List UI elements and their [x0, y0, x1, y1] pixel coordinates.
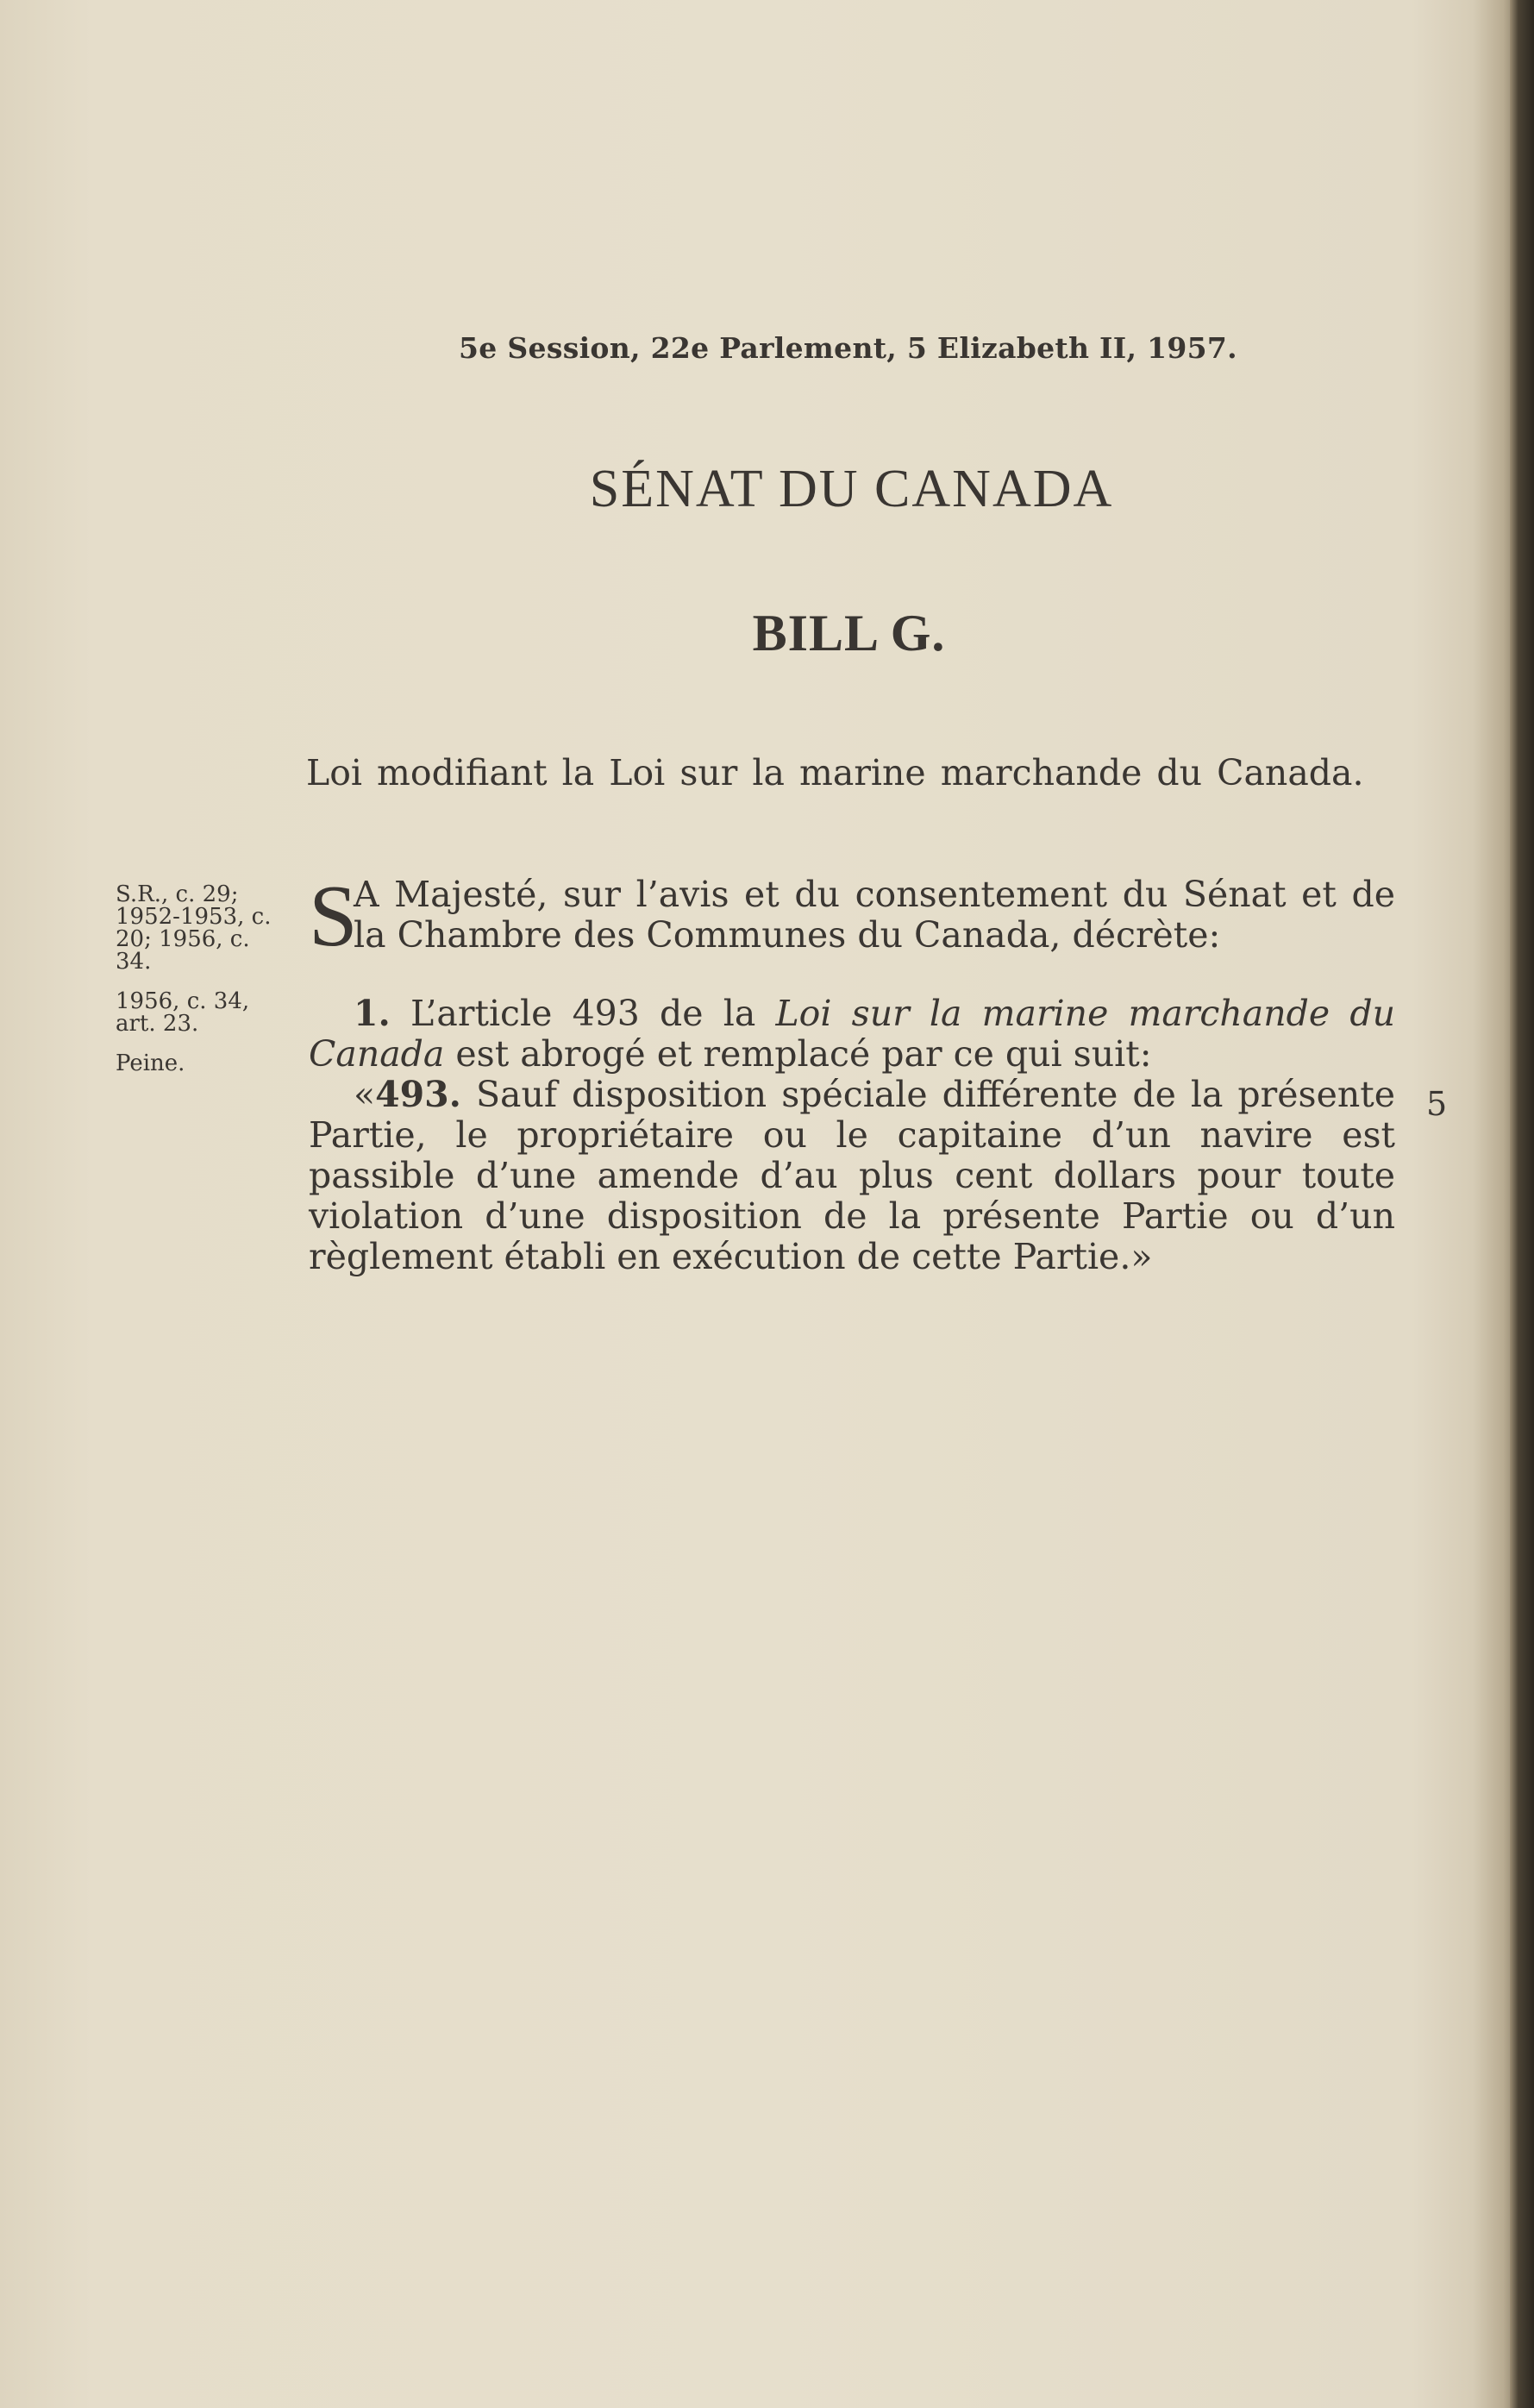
section-493-number: 493.: [375, 1074, 461, 1115]
section-493-text: Sauf disposition spéciale différente de la présente Partie, le propriétaire ou le capitaine d’un navire est passible d’une amende d’au plus cent dollars pour toute violation d’une disposition de la présente Partie ou d’un règlement établi en exécution de cette Partie.»: [309, 1074, 1395, 1277]
chamber-title: SÉNAT DU CANADA: [589, 460, 1114, 518]
margin-note-penalty: Peine.: [116, 1050, 185, 1076]
section-493: [309, 1075, 1395, 1277]
margin-note-amended-section: 1956, c. 34, art. 23.: [116, 988, 250, 1037]
enacting-text: A Majesté, sur l’avis et du consentement du Sénat et de la Chambre des Communes du Canada, décrète:: [354, 874, 1395, 956]
bill-title: BILL G.: [752, 605, 946, 662]
section-1: [309, 994, 1395, 1075]
section-1-text-before: L’article 493 de la: [390, 993, 776, 1034]
binding-edge: [1510, 0, 1534, 2408]
margin-note-citation: S.R., c. 29; 1952-1953, c. 20; 1956, c. 34.: [116, 881, 272, 975]
bill-body: [309, 868, 1395, 1277]
line-number: 5: [1426, 1085, 1448, 1123]
enacting-clause: [309, 868, 1395, 965]
open-quote: «: [354, 1074, 376, 1115]
act-title: Loi sur la marine marchande du Canada: [309, 993, 1395, 1075]
margin-notes: [116, 883, 279, 1092]
drop-cap: S: [309, 868, 358, 965]
section-1-number: 1.: [354, 993, 391, 1034]
session-line: 5e Session, 22e Parlement, 5 Elizabeth II, 1957.: [459, 331, 1237, 365]
bill-long-title: Loi modifiant la Loi sur la marine marchande du Canada.: [306, 752, 1364, 793]
section-1-text-after: est abrogé et remplacé par ce qui suit:: [444, 1033, 1152, 1075]
